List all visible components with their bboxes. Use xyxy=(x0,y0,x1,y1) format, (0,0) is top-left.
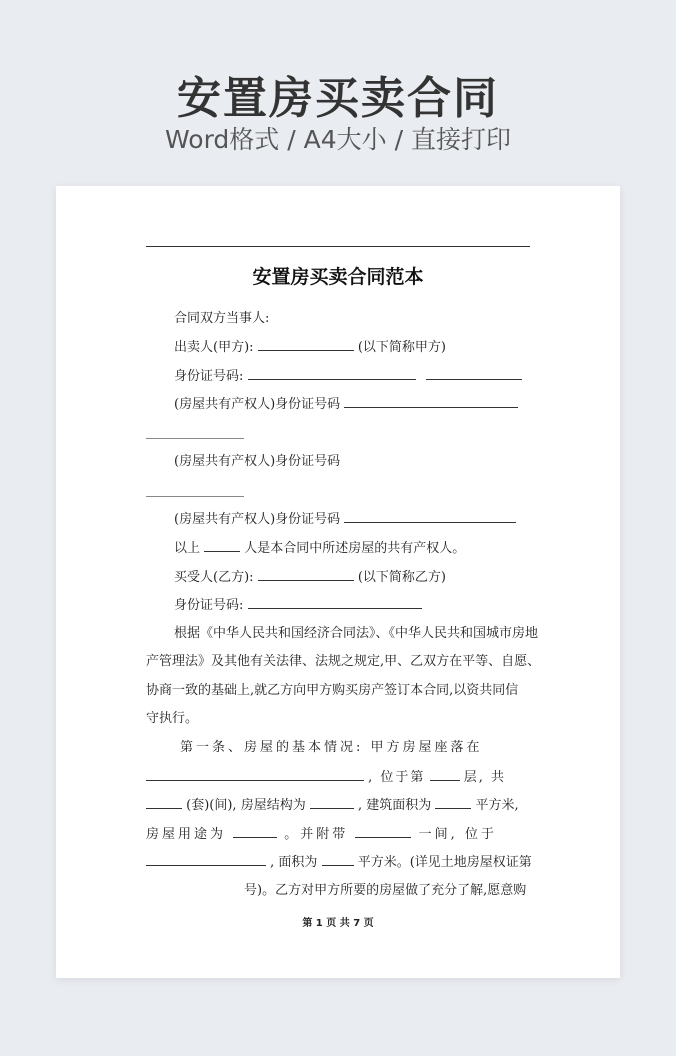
location-blank xyxy=(146,768,364,781)
buyer-line xyxy=(174,568,446,587)
seller-blank xyxy=(258,338,354,351)
use-blank xyxy=(233,825,277,838)
co-owner-continuation-2 xyxy=(146,496,244,497)
parties-line: 合同双方当事人: xyxy=(174,311,270,326)
above-line xyxy=(174,539,465,558)
article-1-line-1: 第一条、房屋的基本情况: 甲方房屋座落在 xyxy=(180,740,483,755)
co-owner-continuation-1 xyxy=(146,438,244,439)
buyer-label: 买受人(乙方): xyxy=(174,570,254,585)
preamble-line-2: 产管理法》及其他有关法律、法规之规定,甲、乙双方在平等、自愿、 xyxy=(146,654,541,669)
co-owner-line-3 xyxy=(174,510,516,529)
article-1-line-2 xyxy=(146,768,506,787)
seller-id-label: 身份证号码: xyxy=(174,369,244,384)
floor-label-b: 层, 共 xyxy=(463,770,506,785)
preamble-line-4: 守执行。 xyxy=(146,711,199,726)
seller-id-blank xyxy=(248,367,416,380)
attached-area-unit: 平方米。(详见土地房屋权证第 xyxy=(357,855,532,870)
seller-id-line xyxy=(174,367,522,386)
co-owner-line-1 xyxy=(174,395,518,414)
preamble-line-1: 根据《中华人民共和国经济合同法》、《中华人民共和国城市房地 xyxy=(174,626,539,641)
attached-location-blank xyxy=(146,853,266,866)
preamble-line-3: 协商一致的基础上,就乙方向甲方购买房产签订本合同,以资共同信 xyxy=(146,683,519,698)
above-blank xyxy=(204,539,240,552)
buyer-note: (以下简称乙方) xyxy=(357,570,446,585)
banner-title: 安置房买卖合同 xyxy=(177,73,499,124)
area-label: , 建筑面积为 xyxy=(357,798,432,813)
seller-id-blank-2 xyxy=(426,367,522,380)
attached-blank xyxy=(355,825,411,838)
above-label-b: 人是本合同中所述房屋的共有产权人。 xyxy=(244,541,466,556)
attached-label: 。并附带 xyxy=(284,827,349,842)
seller-line xyxy=(174,338,446,357)
seller-label: 出卖人(甲方): xyxy=(174,340,254,355)
buyer-id-label: 身份证号码: xyxy=(174,598,244,613)
article-1-line-4 xyxy=(146,825,497,844)
page-footer: 第 1 页 共 7 页 xyxy=(302,918,374,929)
co-owner-label-1: (房屋共有产权人)身份证号码 xyxy=(174,397,341,412)
document-title: 安置房买卖合同范本 xyxy=(252,266,424,288)
co-owner-label-3: (房屋共有产权人)身份证号码 xyxy=(174,512,341,527)
unit-blank xyxy=(146,796,182,809)
document-page xyxy=(56,186,620,978)
article-1-line-5 xyxy=(146,853,532,872)
area-blank xyxy=(435,796,471,809)
attached-area-blank xyxy=(322,853,354,866)
buyer-blank xyxy=(258,568,354,581)
floor-blank xyxy=(430,768,460,781)
co-owner-blank-3 xyxy=(344,510,516,523)
attached-area-label: , 面积为 xyxy=(270,855,318,870)
seller-note: (以下简称甲方) xyxy=(357,340,446,355)
area-unit: 平方米, xyxy=(475,798,519,813)
co-owner-blank-1 xyxy=(344,395,518,408)
buyer-id-blank xyxy=(248,596,422,609)
header-rule xyxy=(146,246,530,247)
above-label-a: 以上 xyxy=(174,541,201,556)
article-1-line-3 xyxy=(146,796,519,815)
structure-blank xyxy=(310,796,354,809)
floor-label-a: , 位于第 xyxy=(368,770,426,785)
attached-location-label: 一间, 位于 xyxy=(418,827,497,842)
use-label: 房屋用途为 xyxy=(146,827,227,842)
co-owner-line-2: (房屋共有产权人)身份证号码 xyxy=(174,454,341,469)
article-1-line-6: 号)。乙方对甲方所要的房屋做了充分了解,愿意购 xyxy=(244,883,527,898)
structure-label: (套)(间), 房屋结构为 xyxy=(186,798,306,813)
buyer-id-line xyxy=(174,596,422,615)
banner-subtitle: Word格式 / A4大小 / 直接打印 xyxy=(165,125,511,154)
